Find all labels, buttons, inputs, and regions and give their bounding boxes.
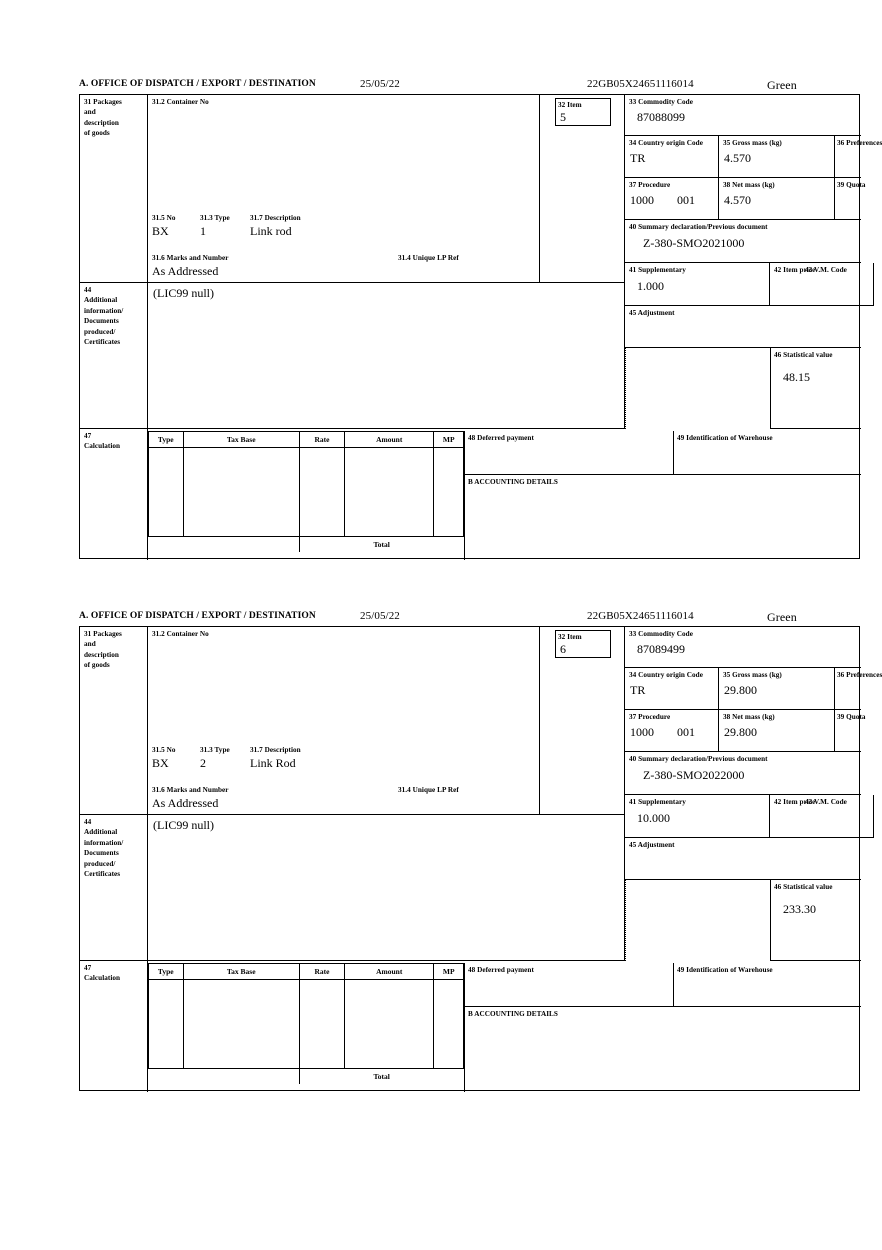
box41-cell-2 [625,795,770,838]
calc-col-type: Type [149,432,184,448]
box44-label-line6-2: Certificates [84,870,121,879]
box31-label-line3-2: description [84,650,119,659]
box40-value-2: Z-380-SMO2022000 [643,768,745,783]
sad-form-item-6 [79,610,882,1091]
box-b-accounting-label: B ACCOUNTING DETAILS [468,478,558,486]
calc-cell-type [149,448,184,537]
calculation-total-row-2 [149,1069,464,1085]
box31-5-value-2: BX [152,756,169,770]
box31-5-label-2: 31.5 No [152,746,176,754]
declaration-date: 25/05/22 [360,78,400,90]
sad-box-2 [79,626,882,1091]
box44-label-line4: Documents [84,317,119,326]
calc-cell-amount-2 [345,980,434,1069]
box44-label-line2: Additional [84,296,118,305]
box35-label-2: 35 Gross mass (kg) [723,671,782,679]
box31-7-value-2: Link Rod [250,756,296,770]
box45-label-2: 45 Adjustment [629,841,675,849]
calc-col-rate-2: Rate [299,964,344,980]
calc-col-taxbase: Tax Base [183,432,299,448]
box32-label: 32 Item [558,101,582,109]
box31-label-cell [80,95,148,283]
box35-value-2: 29.800 [724,683,757,698]
box44-label-line4-2: Documents [84,849,119,858]
box44-label-line3-2: information/ [84,838,124,847]
box-b-accounting-label-2: B ACCOUNTING DETAILS [468,1010,558,1018]
box34-label-2: 34 Country origin Code [629,671,703,679]
box-b-accounting-cell [464,475,861,560]
box31-7-value: Link rod [250,224,292,238]
box35-cell [719,136,835,178]
box31-7-label: 31.7 Description [250,214,301,222]
box48-value-2 [465,975,673,978]
box31-4-label: 31.4 Unique LP Ref [398,254,459,262]
box48-cell [464,431,674,475]
box46-dotted-separator-2 [625,880,626,961]
box42-label: 42 Item price [774,266,816,274]
box36-cell [835,136,882,178]
box44-label-line1-2: 44 [84,818,92,826]
calculation-header-row [149,432,464,448]
calc-col-type-2: Type [149,964,184,980]
box31-2-label: 31.2 Container No [152,98,209,106]
calc-cell-type-2 [149,980,184,1069]
box49-cell [674,431,861,475]
box46-label: 46 Statistical value [774,351,833,359]
calc-cell-rate [299,448,344,537]
box46-dotted-separator [625,348,626,429]
box31-7-label-2: 31.7 Description [250,746,301,754]
box37-cell-2 [625,710,719,752]
box38-cell [719,178,835,220]
box40-label-2: 40 Summary declaration/Previous document [629,755,768,763]
box40-value: Z-380-SMO2021000 [643,236,745,251]
box31-6-value: As Addressed [152,264,219,278]
box48-label-2: 48 Deferred payment [468,966,534,974]
calculation-body-row-2 [149,980,464,1069]
calculation-table [148,431,464,552]
box35-cell-2 [719,668,835,710]
box37-cell [625,178,719,220]
box44-additional-info-2: (LIC99 null) [153,818,214,832]
box31-2-value-2 [148,639,539,640]
box31-label-line2: and [84,108,96,117]
box44-label-line5-2: produced/ [84,859,116,868]
calc-total-label-2: Total [299,1069,463,1085]
box39-value [835,190,861,193]
box33-value-2: 87089499 [637,642,685,657]
box47-label-cell-2 [80,961,148,1092]
office-of-dispatch-label: A. OFFICE OF DISPATCH / EXPORT / DESTINATION [79,79,316,89]
movement-reference-number-2: 22GB05X24651116014 [587,610,694,622]
calc-cell-mp [434,448,464,537]
form-header [79,78,862,94]
calc-total-spacer-2 [149,1069,300,1085]
box31-6-value-2: As Addressed [152,796,219,810]
calc-cell-taxbase [183,448,299,537]
box41-label: 41 Supplementary [629,266,686,274]
calc-col-amount-2: Amount [345,964,434,980]
route-lane: Green [767,78,797,92]
box-b-accounting-cell-2 [464,1007,861,1092]
calculation-header-row-2 [149,964,464,980]
box32-cell-2 [540,627,625,815]
box46-value: 48.15 [783,370,810,385]
box37-value-additional: 001 [677,193,695,208]
box39-value-2 [835,722,861,725]
box31-goods-cell [148,95,540,283]
calc-col-mp: MP [434,432,464,448]
calculation-table-2 [148,963,464,1084]
calc-cell-taxbase-2 [183,980,299,1069]
box44-label-line2-2: Additional [84,828,118,837]
box49-label: 49 Identification of Warehouse [677,434,773,442]
form-header-2 [79,610,862,626]
calc-cell-mp-2 [434,980,464,1069]
box48-value [465,443,673,446]
box47-label-line2-2: Calculation [84,974,121,983]
box43-cell-2 [802,795,861,838]
box44-content-cell-2 [148,815,625,961]
box44-label-line1: 44 [84,286,92,294]
box32-value: 5 [560,110,566,125]
box45-cell [625,306,861,348]
box49-label-2: 49 Identification of Warehouse [677,966,773,974]
box31-label-line4: of goods [84,129,110,138]
box49-cell-2 [674,963,861,1007]
sad-box [79,94,882,559]
box31-6-label-2: 31.6 Marks and Number [152,786,229,794]
box40-cell-2 [625,752,861,795]
box31-label-line1-2: 31 Packages [84,630,122,638]
box46-label-2: 46 Statistical value [774,883,833,891]
box41-value: 1.000 [637,279,664,294]
box44-label-cell [80,283,148,429]
box44-label-cell-2 [80,815,148,961]
box46-value-2: 233.30 [783,902,816,917]
box37-label: 37 Procedure [629,181,671,189]
sad-form-item-5 [79,78,882,559]
box39-label-2: 39 Quota [837,713,866,721]
box34-cell-2 [625,668,719,710]
box31-4-label-2: 31.4 Unique LP Ref [398,786,459,794]
box44-label-line6: Certificates [84,338,121,347]
box34-value: TR [630,151,646,166]
box48-label: 48 Deferred payment [468,434,534,442]
box40-label: 40 Summary declaration/Previous document [629,223,768,231]
box31-5-label: 31.5 No [152,214,176,222]
box46-cell-2 [770,880,861,961]
box37-value-procedure: 1000 [630,193,654,208]
box33-value: 87088099 [637,110,685,125]
box31-label-line2-2: and [84,640,96,649]
box43-cell [802,263,861,306]
calc-cell-rate-2 [299,980,344,1069]
box31-label-cell-2 [80,627,148,815]
box36-value-2 [835,680,861,683]
box31-goods-cell-2 [148,627,540,815]
box43-label-2: 43 V.M. Code [805,798,847,806]
box32-value-2: 6 [560,642,566,657]
box31-3-value: 1 [200,224,206,238]
box43-label: 43 V.M. Code [805,266,847,274]
box31-label-line4-2: of goods [84,661,110,670]
calculation-total-row [149,537,464,553]
box36-label-2: 36 Preferences [837,671,882,679]
calc-col-rate: Rate [299,432,344,448]
box31-3-label: 31.3 Type [200,214,230,222]
box32-item-frame-2 [555,630,611,658]
office-of-dispatch-label-2: A. OFFICE OF DISPATCH / EXPORT / DESTINATION [79,611,316,621]
box34-cell [625,136,719,178]
box36-label: 36 Preferences [837,139,882,147]
box33-label: 33 Commodity Code [629,98,693,106]
box47-label-line2: Calculation [84,442,121,451]
box43-value [802,275,861,279]
calc-col-mp-2: MP [434,964,464,980]
box47-label-cell [80,429,148,560]
box45-value-2 [625,850,861,854]
calc-cell-amount [345,448,434,537]
box31-label-line3: description [84,118,119,127]
box37-label-2: 37 Procedure [629,713,671,721]
box47-label-line1-2: 47 [84,964,92,972]
box31-6-label: 31.6 Marks and Number [152,254,229,262]
box39-cell [835,178,866,220]
calc-col-taxbase-2: Tax Base [183,964,299,980]
box48-cell-2 [464,963,674,1007]
box38-value: 4.570 [724,193,751,208]
box45-value [625,318,861,322]
box33-cell-2 [625,627,861,668]
route-lane-2: Green [767,610,797,624]
box38-label-2: 38 Net mass (kg) [723,713,775,721]
box35-label: 35 Gross mass (kg) [723,139,782,147]
box37-value-additional-2: 001 [677,725,695,740]
box49-value-2 [674,975,861,978]
box47-label-line1: 47 [84,432,92,440]
box41-cell [625,263,770,306]
box45-cell-2 [625,838,861,880]
box38-label: 38 Net mass (kg) [723,181,775,189]
box44-label-line3: information/ [84,306,124,315]
calc-total-label: Total [299,537,463,553]
box31-label-line1: 31 Packages [84,98,122,106]
box39-label: 39 Quota [837,181,866,189]
box43-value-2 [802,807,861,811]
box36-cell-2 [835,668,882,710]
calc-col-amount: Amount [345,432,434,448]
box38-cell-2 [719,710,835,752]
box44-additional-info: (LIC99 null) [153,286,214,300]
box42-label-2: 42 Item price [774,798,816,806]
calculation-body-row [149,448,464,537]
box32-item-frame [555,98,611,126]
movement-reference-number: 22GB05X24651116014 [587,78,694,90]
box38-value-2: 29.800 [724,725,757,740]
box44-content-cell [148,283,625,429]
box40-cell [625,220,861,263]
declaration-date-2: 25/05/22 [360,610,400,622]
calc-total-spacer [149,537,300,553]
box37-value-procedure-2: 1000 [630,725,654,740]
box31-3-label-2: 31.3 Type [200,746,230,754]
box36-value [835,148,861,151]
box46-cell [770,348,861,429]
box45-label: 45 Adjustment [629,309,675,317]
box31-3-value-2: 2 [200,756,206,770]
box32-label-2: 32 Item [558,633,582,641]
box49-value [674,443,861,446]
box31-2-value [148,107,539,108]
box35-value: 4.570 [724,151,751,166]
box31-5-value: BX [152,224,169,238]
box34-label: 34 Country origin Code [629,139,703,147]
box41-label-2: 41 Supplementary [629,798,686,806]
box31-2-label-2: 31.2 Container No [152,630,209,638]
box39-cell-2 [835,710,866,752]
box44-label-line5: produced/ [84,327,116,336]
box33-cell [625,95,861,136]
box34-value-2: TR [630,683,646,698]
box32-cell [540,95,625,283]
box41-value-2: 10.000 [637,811,670,826]
box33-label-2: 33 Commodity Code [629,630,693,638]
